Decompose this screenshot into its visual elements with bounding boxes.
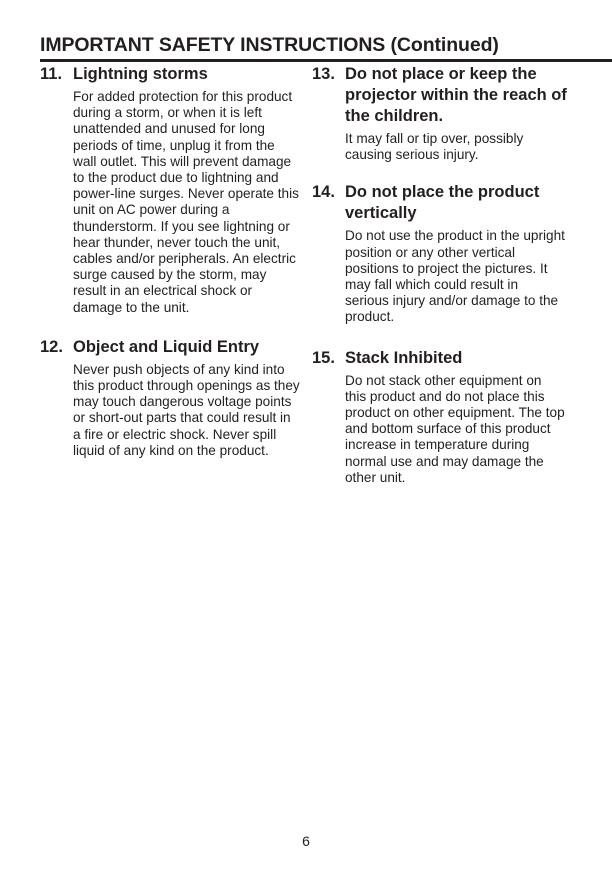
section-body: For added protection for this product during a storm, or when it is left unattended and unused for long periods of time, unplug it from the wall outlet. This will prevent damage to the product due to lightning and power-line surges. Never operate this unit on AC power during a thunderstorm. If you see lightning or hear thunder, never touch the unit, cables and/or peripherals. An electric surge caused by the storm, may result in an electrical shock or damage to the unit. bbox=[73, 89, 299, 315]
section-lightning-storms bbox=[40, 64, 302, 316]
section-body: It may fall or tip over, possibly causing serious injury. bbox=[345, 131, 524, 163]
section-heading bbox=[40, 337, 302, 358]
left-column bbox=[40, 64, 302, 459]
page-number: 6 bbox=[302, 833, 310, 849]
section-heading bbox=[312, 182, 568, 224]
section-number: 12. bbox=[40, 337, 63, 356]
section-title: Do not place or keep the projector within the reach of the children. bbox=[345, 65, 567, 125]
section-number: 14. bbox=[312, 183, 335, 202]
section-children-reach bbox=[312, 64, 568, 163]
section-heading bbox=[40, 64, 302, 85]
section-title: Do not place the product vertically bbox=[345, 183, 540, 223]
title-divider bbox=[40, 59, 612, 62]
section-title: Object and Liquid Entry bbox=[73, 337, 260, 356]
section-title: Stack Inhibited bbox=[345, 348, 463, 367]
section-title: Lightning storms bbox=[73, 65, 208, 83]
section-heading bbox=[312, 64, 568, 127]
section-body: Do not use the product in the upright position or any other vertical positions to project the pictures. It may fall which could result in serious injury and/or damage to the product. bbox=[345, 228, 565, 325]
section-body: Never push objects of any kind into this product through openings as they may touch dangerous voltage points or short-out parts that could result in a fire or electric shock. Never spill liquid of any kind on the product. bbox=[73, 361, 300, 458]
section-body: Do not stack other equipment on this product and do not place this product on other equipment. The top and bottom surface of this product increase in temperature during normal use and may damage the other unit. bbox=[345, 372, 565, 485]
section-number: 15. bbox=[312, 348, 335, 367]
page-title: IMPORTANT SAFETY INSTRUCTIONS (Continued) bbox=[40, 34, 499, 56]
section-not-vertical bbox=[312, 182, 568, 325]
section-stack-inhibited bbox=[312, 348, 568, 486]
section-number: 11. bbox=[40, 65, 63, 83]
right-column bbox=[312, 64, 568, 486]
section-object-liquid-entry bbox=[40, 337, 302, 459]
section-heading bbox=[312, 348, 568, 369]
section-number: 13. bbox=[312, 65, 335, 83]
